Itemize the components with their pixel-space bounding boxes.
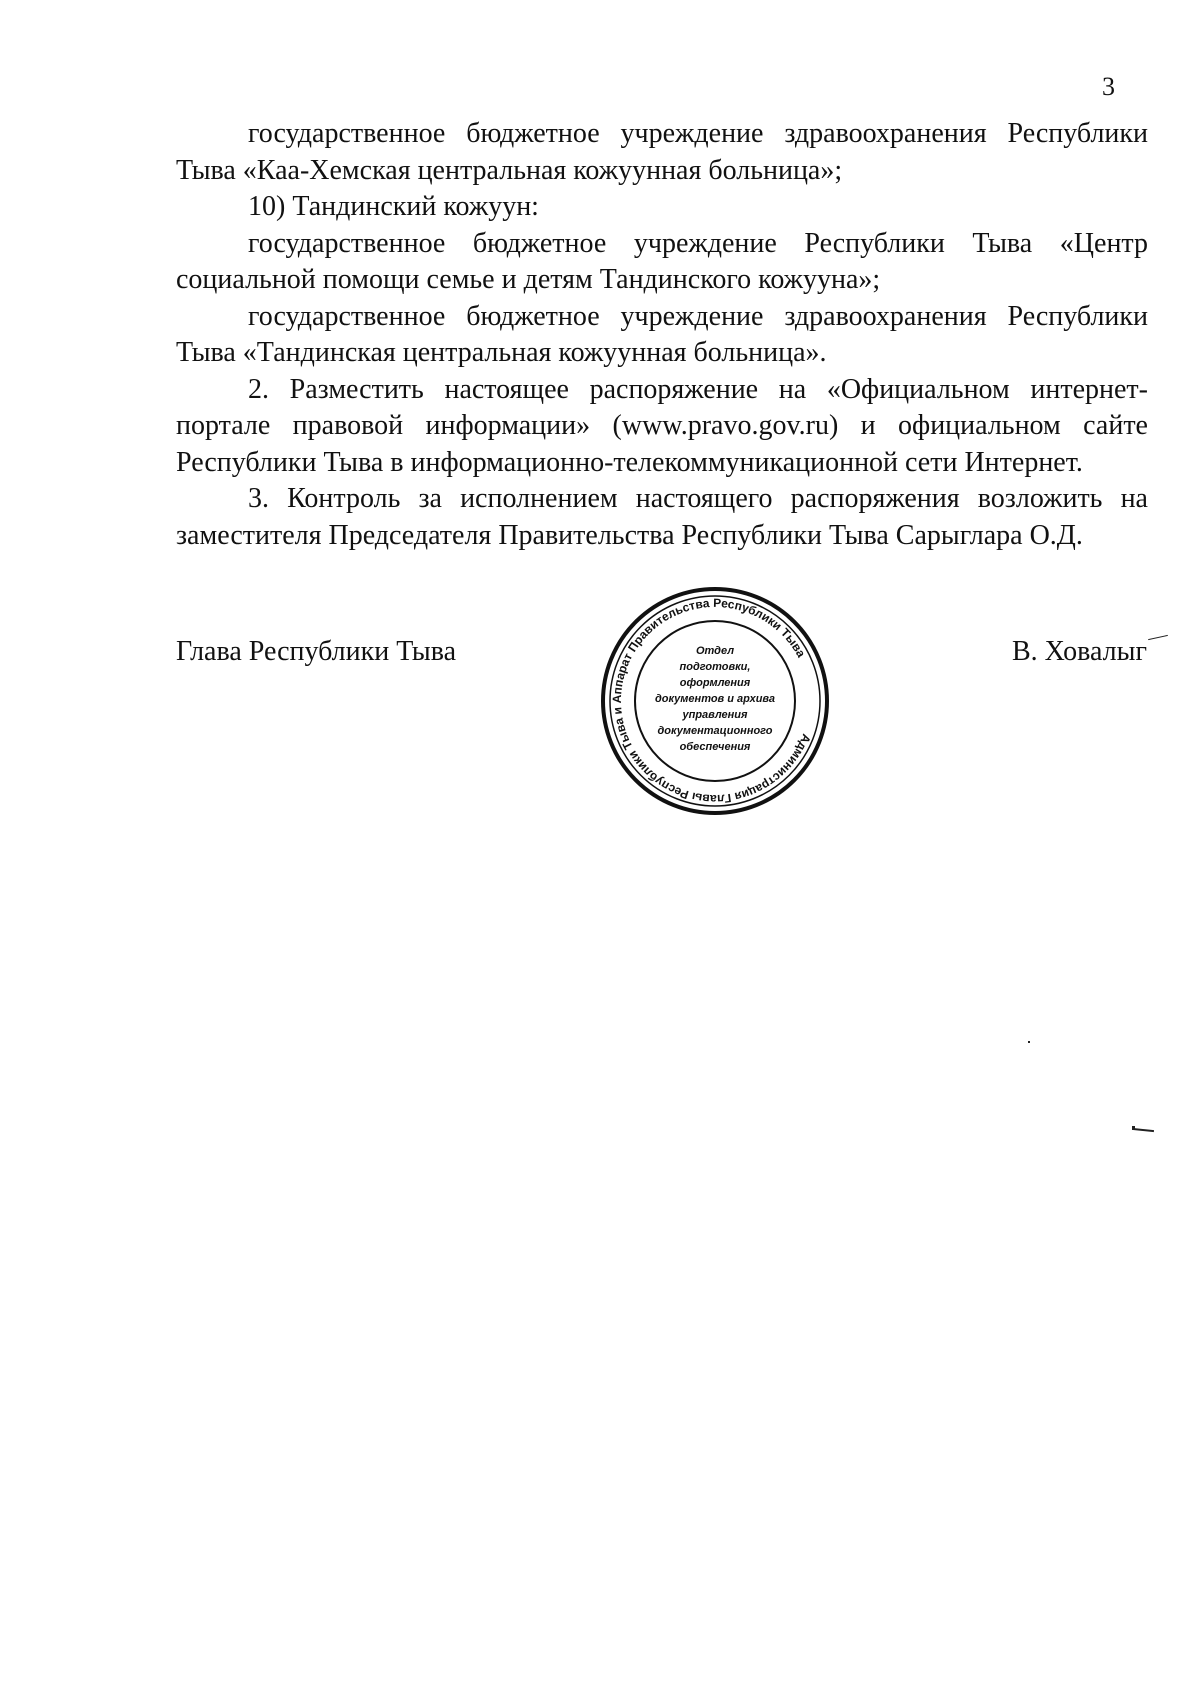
paragraph-control-clause: 3. Контроль за исполнением настоящего распоряжения возложить на заместителя Председателя Правительства Республики Тыва Сарыглара О.Д. xyxy=(176,483,1148,551)
document-body xyxy=(176,116,1148,554)
seal-center-line-5: управления xyxy=(682,709,748,721)
signature-flourish xyxy=(1148,635,1168,640)
seal-center-line-1: Отдел xyxy=(695,645,735,657)
paragraph-publication-clause: 2. Разместить настоящее распоряжение на «Официальном интернет-портале правовой информации» (www.pravo.gov.ru) и официальном сайте Республики Тыва в информационно-телекоммуникационной сети Интернет. xyxy=(176,373,1148,478)
signatory-name-block xyxy=(1012,634,1168,670)
scan-mark xyxy=(1028,1041,1030,1043)
official-seal xyxy=(596,582,834,820)
scan-mark xyxy=(1132,1126,1135,1130)
signatory-name: В. Ховалыг xyxy=(1012,636,1147,667)
paragraph-tandinsky-social-center: государственное бюджетное учреждение Республики Тыва «Центр социальной помощи семье и детям Тандинского кожууна»; xyxy=(176,227,1148,295)
page-number: 3 xyxy=(1102,72,1115,101)
seal-ring-text: Администрация Главы Республики Тыва и Аппарат Правительства Республики Тыва xyxy=(609,595,814,807)
seal-center-line-2: подготовки, xyxy=(679,661,751,673)
paragraph-tandinsky-hospital: государственное бюджетное учреждение здравоохранения Республики Тыва «Тандинская центральная кожуунная больница». xyxy=(176,300,1148,368)
seal-center-line-4: документов и архива xyxy=(654,693,776,705)
seal-center-line-3: оформления xyxy=(679,677,751,689)
scan-mark xyxy=(1132,1128,1154,1132)
seal-center-line-6: документационного xyxy=(657,725,773,737)
signatory-position: Глава Республики Тыва xyxy=(176,636,457,667)
paragraph-tandinsky-heading: 10) Тандинский кожуун: xyxy=(248,191,539,222)
seal-center-line-7: обеспечения xyxy=(679,741,751,753)
paragraph-kaa-khem-hospital: государственное бюджетное учреждение здравоохранения Республики Тыва «Каа-Хемская центральная кожуунная больница»; xyxy=(176,118,1148,186)
